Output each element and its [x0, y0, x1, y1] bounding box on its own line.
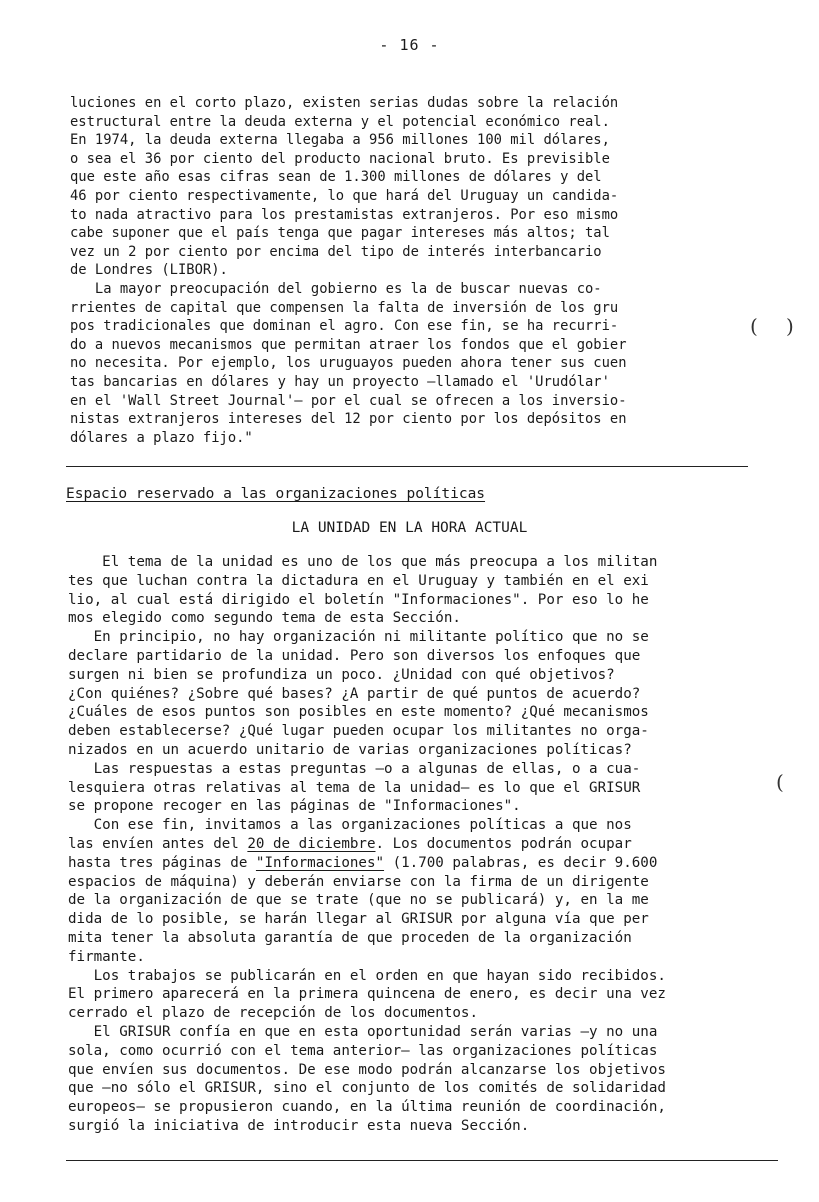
- text-line: deben establecerse? ¿Qué lugar pueden ocupar los militantes no orga-: [68, 723, 649, 740]
- text-line: lio, al cual está dirigido el boletín "Informaciones". Por eso lo he: [68, 591, 649, 608]
- text-line: luciones en el corto plazo, existen serias dudas sobre la relación: [70, 95, 619, 111]
- text-line: [68, 854, 780, 873]
- article-body: [68, 553, 780, 1136]
- text-line: espacios de máquina) y deberán enviarse con la firma de un dirigente: [68, 873, 649, 890]
- text-line: surgen ni bien se profundiza un poco. ¿Unidad con qué objetivos?: [68, 666, 615, 683]
- text-line: La mayor preocupación del gobierno es la de buscar nuevas co-: [70, 280, 602, 297]
- text-line: sola, como ocurrió con el tema anterior— las organizaciones políticas: [68, 1042, 658, 1059]
- text-line: estructural entre la deuda externa y el potencial económico real.: [70, 113, 610, 130]
- text-line: ¿Cuáles de esos puntos son posibles en este momento? ¿Qué mecanismos: [68, 704, 649, 721]
- text-line: que envíen sus documentos. De ese modo podrán alcanzarse los objetivos: [68, 1061, 666, 1078]
- text-line: tas bancarias en dólares y hay un proyecto —llamado el 'Urudólar': [70, 373, 610, 390]
- text-line: do a nuevos mecanismos que permitan atraer los fondos que el gobier: [70, 336, 627, 353]
- margin-parenthesis-mark: (: [750, 314, 758, 338]
- text-line: to nada atractivo para los prestamistas extranjeros. Por eso mismo: [70, 206, 619, 223]
- section-title: Espacio reservado a las organizaciones políticas: [66, 486, 486, 502]
- text-line: surgió la iniciativa de introducir esta nueva Sección.: [68, 1117, 530, 1134]
- text-line: lesquiera otras relativas al tema de la unidad— es lo que el GRISUR: [68, 779, 641, 796]
- bottom-divider: [66, 1160, 778, 1161]
- text-line: declare partidario de la unidad. Pero son diversos los enfoques que: [68, 647, 641, 664]
- text-line: El GRISUR confía en que en esta oportunidad serán varias —y no una: [68, 1023, 658, 1040]
- text-line: ¿Con quiénes? ¿Sobre qué bases? ¿A partir de qué puntos de acuerdo?: [68, 685, 641, 702]
- text-line: cerrado el plazo de recepción de los documentos.: [68, 1005, 478, 1022]
- text-line: cabe suponer que el país tenga que pagar intereses más altos; tal: [70, 225, 610, 242]
- text-line: 46 por ciento respectivamente, lo que hará del Uruguay un candida-: [70, 187, 619, 204]
- text-line: Los trabajos se publicarán en el orden en que hayan sido recibidos.: [68, 967, 666, 984]
- text-line: mos elegido como segundo tema de esta Sección.: [68, 610, 461, 627]
- text-line: tes que luchan contra la dictadura en el Uruguay y también en el exi: [68, 572, 649, 589]
- text-line: En 1974, la deuda externa llegaba a 956 millones 100 mil dólares,: [70, 132, 610, 149]
- margin-parenthesis-mark: ): [786, 314, 794, 338]
- text-line: nizados en un acuerdo unitario de varias organizaciones políticas?: [68, 741, 632, 758]
- text-line: nistas extranjeros intereses del 12 por ciento por los depósitos en: [70, 411, 627, 428]
- page-number: - 16 -: [379, 36, 440, 54]
- section-divider: [66, 466, 748, 467]
- article-heading: LA UNIDAD EN LA HORA ACTUAL: [291, 520, 528, 536]
- publication-name: "Informaciones": [255, 854, 385, 871]
- text-line: no necesita. Por ejemplo, los uruguayos pueden ahora tener sus cuen: [70, 355, 627, 372]
- text-line: en el 'Wall Street Journal'— por el cual se ofrecen a los inversio-: [70, 392, 627, 409]
- text-fragment: las envíen antes del: [68, 835, 248, 852]
- text-fragment: . Los documentos podrán ocupar: [375, 835, 632, 852]
- text-line: de la organización de que se trate (que no se publicará) y, en la me: [68, 892, 649, 909]
- article-continuation: [70, 94, 760, 447]
- text-line: o sea el 36 por ciento del producto nacional bruto. Es previsible: [70, 150, 610, 167]
- text-line: Las respuestas a estas preguntas —o a algunas de ellas, o a cua-: [68, 760, 641, 777]
- margin-parenthesis-mark: (: [776, 770, 784, 794]
- text-line: Con ese fin, invitamos a las organizaciones políticas a que nos: [68, 817, 632, 834]
- text-fragment: (1.700 palabras, es decir 9.600: [384, 854, 658, 871]
- text-line: rrientes de capital que compensen la falta de inversión de los gru: [70, 299, 619, 316]
- text-line: pos tradicionales que dominan el agro. Con ese fin, se ha recurri-: [70, 318, 619, 335]
- text-line: En principio, no hay organización ni militante político que no se: [68, 629, 649, 646]
- text-line: [68, 835, 780, 854]
- text-line: El tema de la unidad es uno de los que más preocupa a los militan: [68, 554, 658, 570]
- text-line: se propone recoger en las páginas de "Informaciones".: [68, 798, 521, 815]
- text-line: firmante.: [68, 948, 145, 965]
- text-line: mita tener la absoluta garantía de que proceden de la organización: [68, 929, 632, 946]
- text-fragment: hasta tres páginas de: [68, 854, 256, 871]
- text-line: que —no sólo el GRISUR, sino el conjunto de los comités de solidaridad: [68, 1080, 666, 1097]
- text-line: que este año esas cifras sean de 1.300 millones de dólares y del: [70, 169, 602, 186]
- text-line: dida de lo posible, se harán llegar al GRISUR por alguna vía que per: [68, 911, 649, 928]
- deadline-date: 20 de diciembre: [247, 835, 376, 852]
- text-line: dólares a plazo fijo.": [70, 429, 253, 446]
- text-line: europeos— se propusieron cuando, en la última reunión de coordinación,: [68, 1099, 666, 1116]
- text-line: vez un 2 por ciento por encima del tipo de interés interbancario: [70, 243, 602, 260]
- text-line: de Londres (LIBOR).: [70, 262, 228, 279]
- text-line: El primero aparecerá en la primera quincena de enero, es decir una vez: [68, 986, 666, 1003]
